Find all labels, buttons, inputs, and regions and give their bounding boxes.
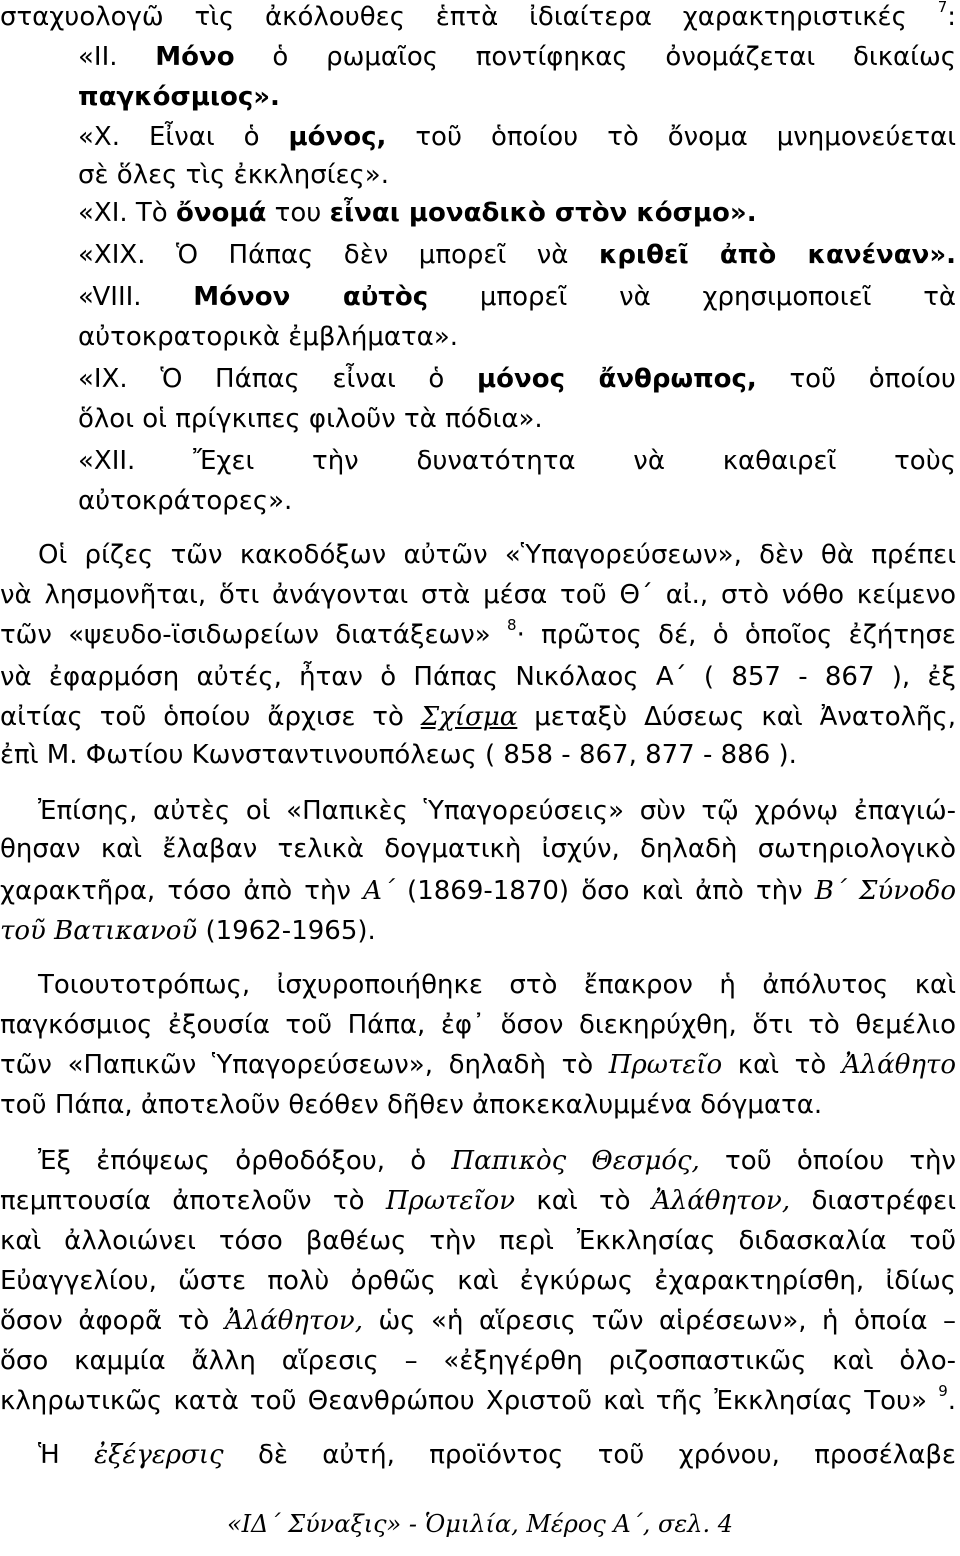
text-line: Εὐαγγελίου, ὥστε πολὺ ὀρθῶς καὶ ἐγκύρως ἐχαρακτηρίσθη, ἰδίως <box>0 1266 956 1296</box>
text-line: τοῦ Βατικανοῦ (1962-1965). <box>0 916 376 946</box>
text-line: νὰ λησμονῆται, ὅτι ἀνάγονται στὰ μέσα τοῦ Θ΄ αἰ., στὸ νόθο κείμενο <box>0 580 956 610</box>
text-line: σὲ ὅλες τὶς ἐκκλησίες». <box>78 160 389 190</box>
text-line: πεμπτουσία ἀποτελοῦν τὸ Πρωτεῖον καὶ τὸ Ἀλάθητον, διαστρέφει <box>0 1186 956 1216</box>
text-line: Ἐπίσης, αὐτὲς οἱ «Παπικὲς Ὑπαγορεύσεις» σὺν τῷ χρόνῳ ἐπαγιώ- <box>38 796 956 826</box>
text-line: Οἱ ρίζες τῶν κακοδόξων αὐτῶν «Ὑπαγορεύσεων», δὲν θὰ πρέπει <box>38 540 956 570</box>
text-line: αἰτίας τοῦ ὁποίου ἄρχισε τὸ Σχίσμα μεταξὺ Δύσεως καὶ Ἀνατολῆς, <box>0 702 957 732</box>
footnote-ref: 8 <box>507 616 517 635</box>
text-line: χαρακτῆρα, τόσο ἀπὸ τὴν Α΄ (1869-1870) ὅσο καὶ ἀπὸ τὴν Β΄ Σύνοδο <box>0 876 957 906</box>
text-line: ὅσον ἀφορᾶ τὸ Ἀλάθητον, ὡς «ἡ αἵρεσις τῶν αἱρέσεων», ἡ ὁποία – <box>0 1306 956 1336</box>
text-line: παγκόσμιος». <box>78 82 280 112</box>
text-line: κληρωτικῶς κατὰ τοῦ Θεανθρώπου Χριστοῦ καὶ τῆς Ἐκκλησίας Του» $^9$. <box>0 1382 956 1416</box>
text-line: ὅσο καμμία ἄλλη αἵρεσις – «ἐξηγέρθη ριζοσπαστικῶς καὶ ὁλο- <box>0 1346 956 1376</box>
list-item: «ΙΙ. Μόνο ὁ ρωμαῖος ποντίφηκας ὀνομάζεται δικαίως <box>78 42 957 72</box>
text-line: σταχυολογῶ τὶς ἀκόλουθες ἑπτὰ ἰδιαίτερα χαρακτηριστικές $^7$: <box>0 0 956 32</box>
text-line: Ἐξ ἐπόψεως ὀρθοδόξου, ὁ Παπικὸς Θεσμός, τοῦ ὁποίου τὴν <box>38 1146 956 1176</box>
text-line: αὐτοκρατορικὰ ἐμβλήματα». <box>78 322 458 352</box>
page-footer: «ΙΔ΄ Σύναξις» - Ὁμιλία, Μέρος Α΄, σελ. 4 <box>227 1510 733 1538</box>
text-line: τοῦ Πάπα, ἀποτελοῦν θεόθεν δῆθεν ἀποκεκαλυμμένα δόγματα. <box>0 1090 823 1120</box>
text-line: ὅλοι οἱ πρίγκιπες φιλοῦν τὰ πόδια». <box>78 404 543 434</box>
text-line: Τοιουτοτρόπως, ἰσχυροποιήθηκε στὸ ἔπακρον ἡ ἀπόλυτος καὶ <box>38 970 956 1000</box>
list-item: «ΙΧ. Ὁ Πάπας εἶναι ὁ μόνος ἄνθρωπος, τοῦ ὁποίου <box>78 364 956 394</box>
text-line: τῶν «ψευδο-ϊσιδωρείων διατάξεων» $^8$· πρῶτος δέ, ὁ ὁποῖος ἐζήτησε <box>0 616 956 650</box>
footnote-ref: 7 <box>937 0 948 17</box>
text-line: θησαν καὶ ἔλαβαν τελικὰ δογματικὴ ἰσχύν, δηλαδὴ σωτηριολογικὸ <box>0 834 956 864</box>
footnote-ref: 9 <box>938 1382 948 1401</box>
text-line: παγκόσμιος ἐξουσία τοῦ Πάπα, ἐφ᾽ ὅσον διεκηρύχθη, ὅτι τὸ θεμέλιο <box>0 1010 956 1040</box>
text-line: αὐτοκράτορες». <box>78 486 293 516</box>
list-item: «Χ. Εἶναι ὁ μόνος, τοῦ ὁποίου τὸ ὄνομα μνημονεύεται <box>78 122 957 152</box>
text-line: καὶ ἀλλοιώνει τόσο βαθέως τὴν περὶ Ἐκκλησίας διδασκαλία τοῦ <box>0 1226 956 1256</box>
list-item: «VIII. Μόνον αὐτὸς μπορεῖ νὰ χρησιμοποιεῖ τὰ <box>78 282 956 312</box>
list-item: «ΧΙ. Τὸ ὄνομά του εἶναι μοναδικὸ στὸν κόσμο». <box>78 198 757 228</box>
list-item: «ΧΙΧ. Ὁ Πάπας δὲν μπορεῖ νὰ κριθεῖ ἀπὸ κανέναν». <box>78 240 956 270</box>
text-line: τῶν «Παπικῶν Ὑπαγορεύσεων», δηλαδὴ τὸ Πρωτεῖο καὶ τὸ Ἀλάθητο <box>0 1050 956 1080</box>
text-line: ἐπὶ Μ. Φωτίου Κωνσταντινουπόλεως ( 858 - 867, 877 - 886 ). <box>0 740 797 770</box>
list-item: «ΧΙΙ. Ἔχει τὴν δυνατότητα νὰ καθαιρεῖ τοὺς <box>78 446 956 476</box>
text-line: νὰ ἐφαρμόση αὐτές, ἦταν ὁ Πάπας Νικόλαος Α΄ ( 857 - 867 ), ἐξ <box>0 662 956 692</box>
text-line: Ἡ ἐξέγερσις δὲ αὐτή, προϊόντος τοῦ χρόνου, προσέλαβε <box>38 1440 956 1470</box>
